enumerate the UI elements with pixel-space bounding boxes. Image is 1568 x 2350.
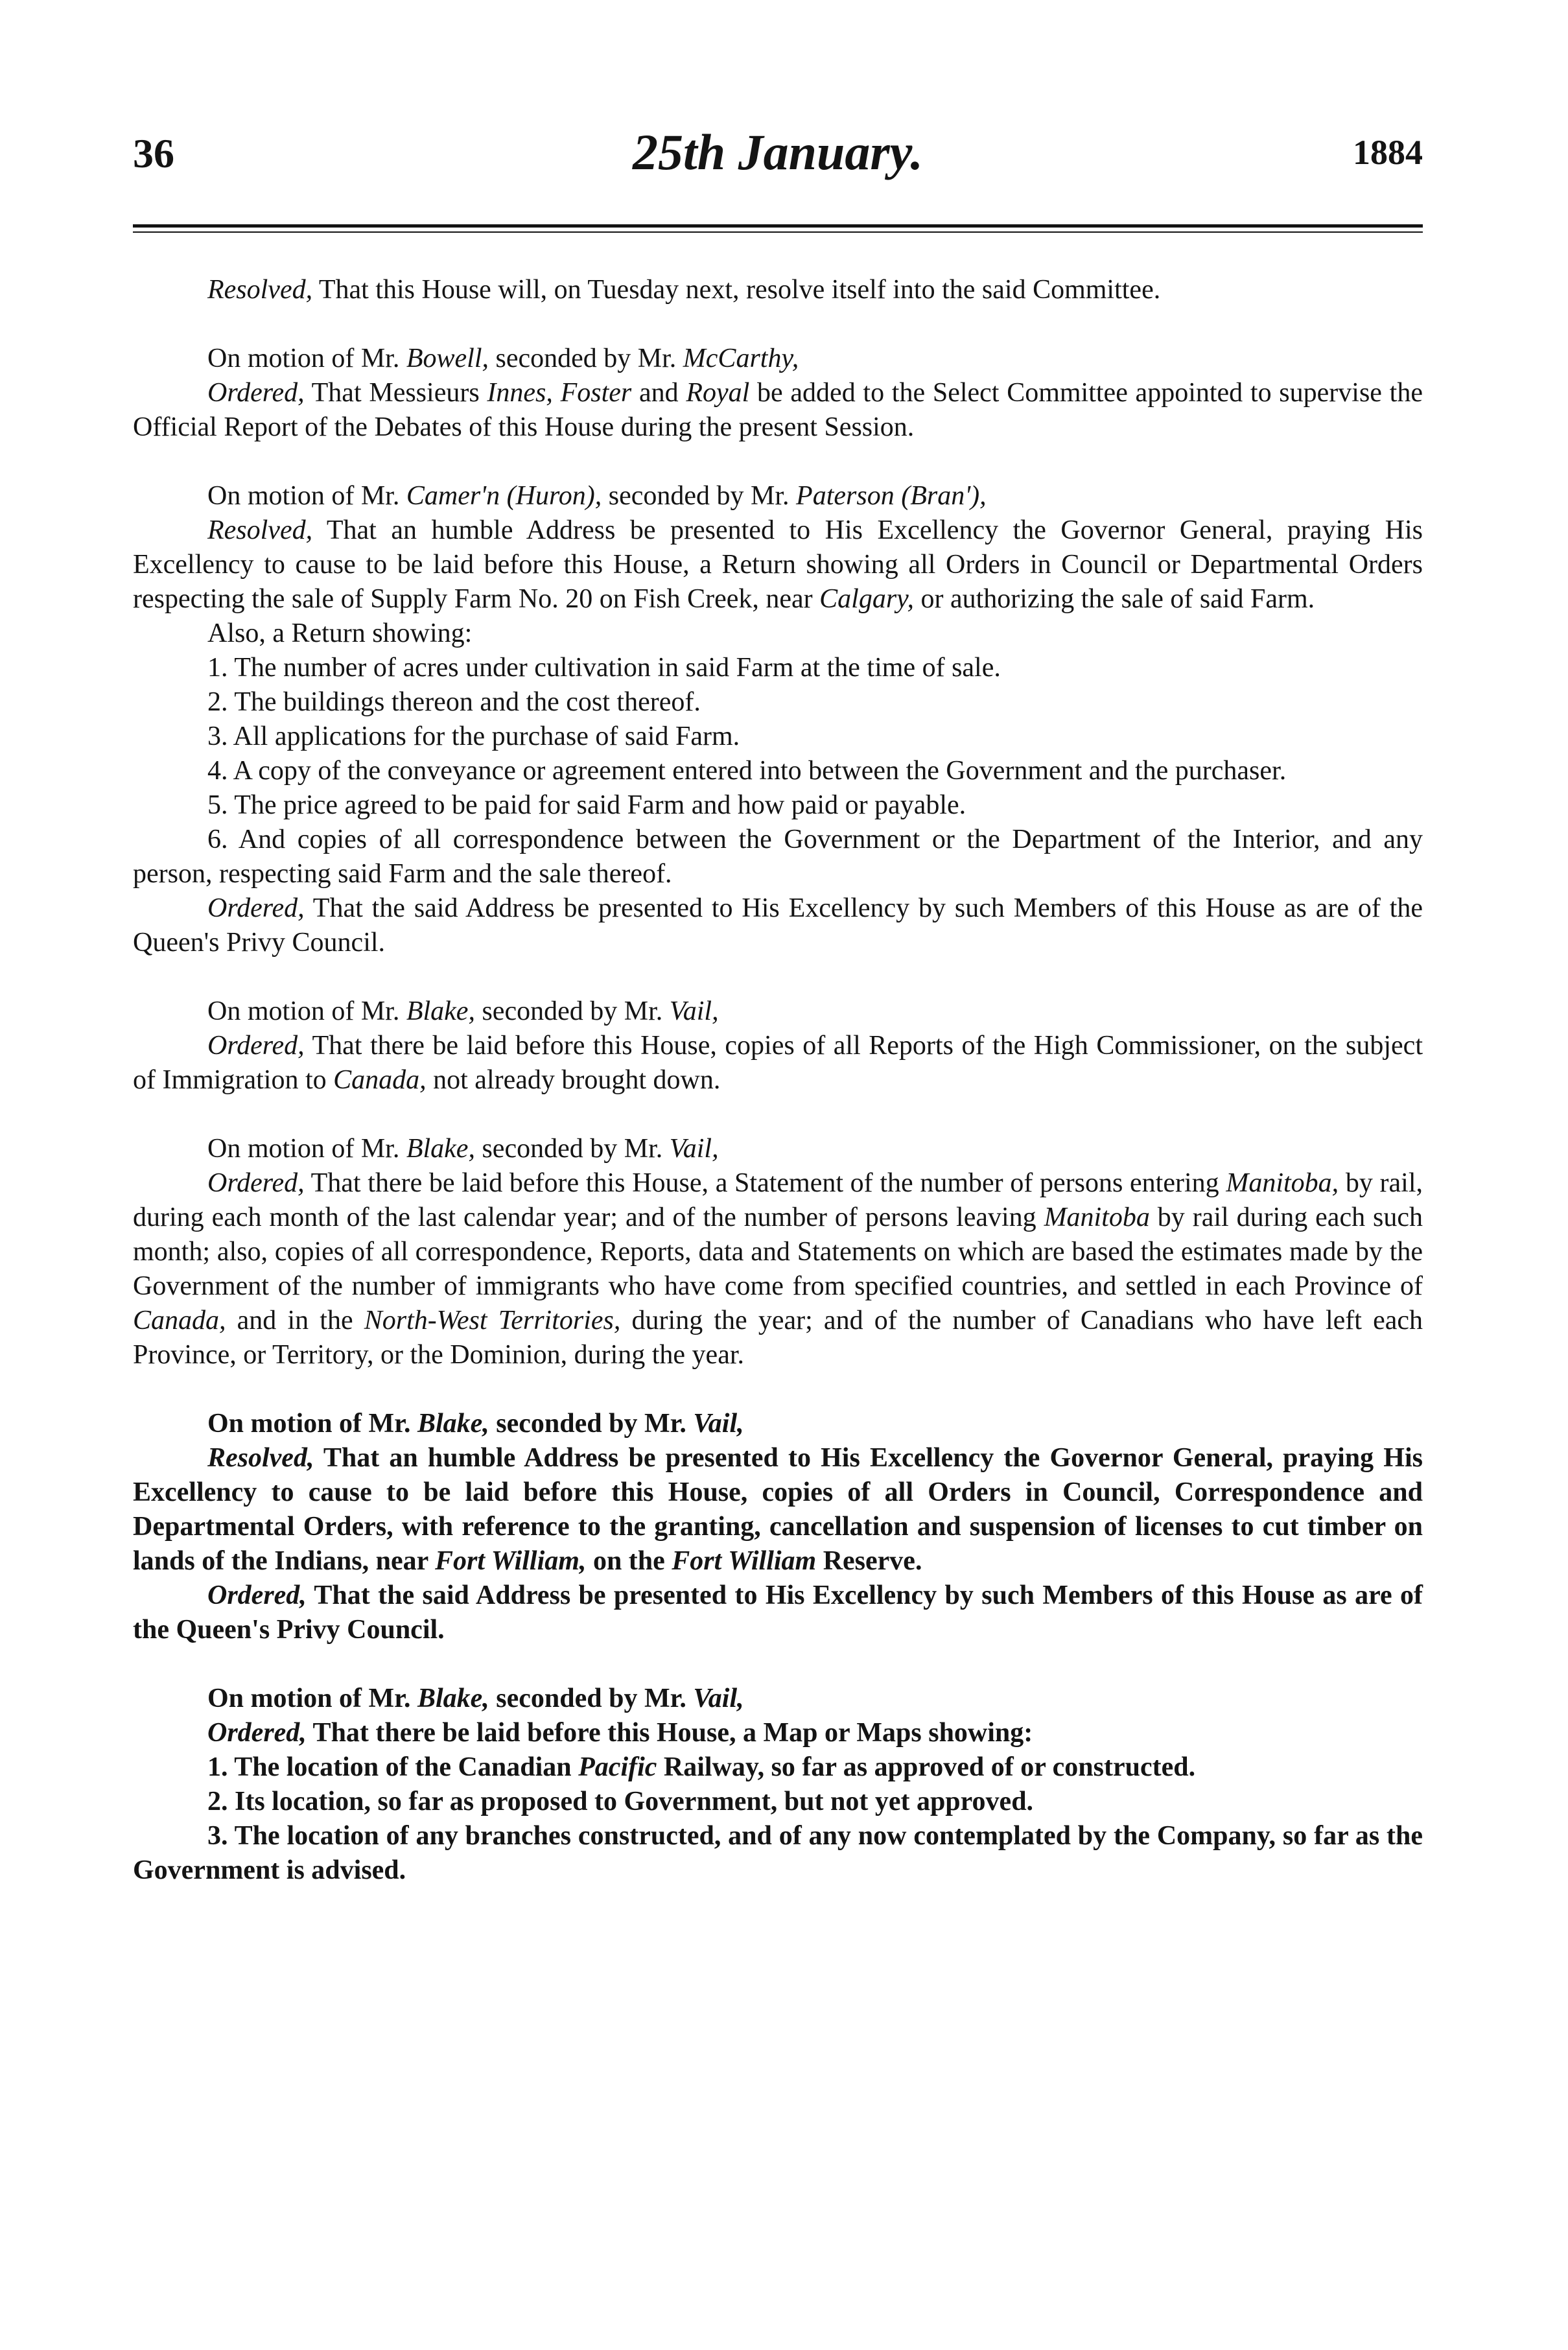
italic-text-run: Pacific: [578, 1752, 657, 1782]
italic-text-run: Vail,: [669, 996, 719, 1026]
italic-text-run: Resolved,: [207, 1443, 314, 1473]
italic-text-run: Royal: [686, 378, 750, 408]
entry-paragraph: [133, 1750, 1423, 1785]
italic-text-run: Manitoba,: [1226, 1168, 1339, 1198]
italic-text-run: McCarthy,: [683, 344, 799, 373]
italic-text-run: Fort William,: [435, 1546, 587, 1576]
italic-text-run: Ordered,: [207, 893, 305, 923]
text-run: On motion of Mr.: [207, 481, 406, 511]
text-run: and in the: [226, 1306, 364, 1335]
italic-text-run: Innes, Foster: [487, 378, 632, 408]
italic-text-run: Vail,: [693, 1684, 744, 1713]
text-run: That an humble Address be presented to His Excellency the Governor General, praying His Excellency to cause to be laid before this House, copies of all Orders in Council, Correspondence and Departmental Orders, with reference to the granting, cancellation and suspension of licenses to cut timber on lands of the Indians, near: [133, 1443, 1423, 1576]
text-run: on the: [586, 1546, 672, 1576]
text-run: by rail, during each month of the last calendar year; and of the number of persons leaving: [133, 1168, 1423, 1232]
entry-paragraph: [133, 376, 1423, 445]
italic-text-run: Canada,: [333, 1065, 427, 1095]
italic-text-run: Paterson (Bran'),: [796, 481, 987, 511]
entry-paragraph: [133, 1819, 1423, 1888]
text-run: seconded by Mr.: [602, 481, 797, 511]
text-run: That there be laid before this House, copies of all Reports of the High Commissioner, on the subject of Immigration to: [133, 1031, 1423, 1095]
text-run: 2. The buildings thereon and the cost thereof.: [207, 687, 701, 717]
entry-paragraph: [133, 513, 1423, 617]
italic-text-run: Manitoba: [1044, 1203, 1150, 1232]
entry-paragraph: [133, 617, 1423, 651]
text-run: That the said Address be presented to His Excellency by such Members of this House as are of the Queen's Privy Council.: [133, 893, 1423, 958]
journal-entry: [133, 1682, 1423, 1888]
italic-text-run: Resolved,: [207, 515, 313, 545]
italic-text-run: Ordered,: [207, 378, 305, 408]
entry-paragraph: [133, 1132, 1423, 1166]
entry-paragraph: [133, 685, 1423, 720]
journal-content: [133, 273, 1423, 1888]
text-run: That the said Address be presented to His Excellency by such Members of this House as are of the Queen's Privy Council.: [133, 1580, 1423, 1645]
text-run: seconded by Mr.: [474, 1134, 670, 1164]
text-run: 1. The number of acres under cultivation in said Farm at the time of sale.: [207, 653, 1001, 683]
journal-page: [133, 123, 1423, 1888]
page-year: 1884: [1353, 133, 1423, 172]
text-run: be added to the Select Committee appointed to supervise the Official Report of the Debates of this House during the present Session.: [133, 378, 1423, 442]
entry-paragraph: [133, 891, 1423, 960]
page-date: 25th January.: [633, 124, 923, 180]
entry-paragraph: [133, 1166, 1423, 1372]
text-run: or authorizing the sale of said Farm.: [914, 584, 1315, 614]
text-run: On motion of Mr.: [207, 1409, 417, 1439]
text-run: seconded by Mr.: [489, 344, 683, 373]
text-run: 2. Its location, so far as proposed to Government, but not yet approved.: [207, 1787, 1034, 1816]
italic-text-run: Vail,: [669, 1134, 719, 1164]
text-run: That there be laid before this House, a Map or Maps showing:: [306, 1718, 1033, 1748]
journal-entry: [133, 342, 1423, 445]
entry-paragraph: [133, 1682, 1423, 1716]
italic-text-run: Blake,: [406, 996, 475, 1026]
text-run: That Messieurs: [304, 378, 487, 408]
text-run: by rail during each such month; also, copies of all correspondence, Reports, data and Statements on which are based the estimates made by the Government of the number of immigrants who have come from specified countries, and settled in each Province of: [133, 1203, 1423, 1301]
italic-text-run: Fort William: [672, 1546, 817, 1576]
entry-paragraph: [133, 651, 1423, 685]
entry-paragraph: [133, 1716, 1423, 1750]
header-rule-thin: [133, 231, 1423, 233]
entry-paragraph: [133, 1441, 1423, 1579]
text-run: That this House will, on Tuesday next, resolve itself into the said Committee.: [312, 275, 1161, 305]
text-run: not already brought down.: [426, 1065, 721, 1095]
entry-paragraph: [133, 1407, 1423, 1441]
entry-paragraph: [133, 788, 1423, 823]
italic-text-run: Canada,: [133, 1306, 226, 1335]
page-header: [133, 123, 1423, 201]
entry-paragraph: [133, 479, 1423, 513]
italic-text-run: Bowell,: [406, 344, 489, 373]
italic-text-run: North-West Territories,: [364, 1306, 621, 1335]
italic-text-run: Ordered,: [207, 1718, 307, 1748]
entry-paragraph: [133, 342, 1423, 376]
italic-text-run: Ordered,: [207, 1168, 305, 1198]
text-run: 3. The location of any branches constructed, and of any now contemplated by the Company, so far as the Government is advised.: [133, 1821, 1423, 1885]
text-run: On motion of Mr.: [207, 344, 406, 373]
journal-entry: [133, 273, 1423, 307]
italic-text-run: Camer'n (Huron),: [406, 481, 602, 511]
journal-entry: [133, 1132, 1423, 1372]
text-run: That an humble Address be presented to His Excellency the Governor General, praying His Excellency to cause to be laid before this House, a Return showing all Orders in Council or Departmental Orders respecting the sale of Supply Farm No. 20 on Fish Creek, near: [133, 515, 1423, 614]
journal-entry: [133, 1407, 1423, 1647]
italic-text-run: Blake,: [417, 1409, 489, 1439]
italic-text-run: Ordered,: [207, 1580, 307, 1610]
entry-paragraph: [133, 823, 1423, 891]
entry-paragraph: [133, 273, 1423, 307]
italic-text-run: Vail,: [693, 1409, 744, 1439]
text-run: On motion of Mr.: [207, 1134, 406, 1164]
journal-entry: [133, 479, 1423, 960]
text-run: and: [631, 378, 686, 408]
entry-paragraph: [133, 1579, 1423, 1647]
text-run: Railway, so far as approved of or constructed.: [657, 1752, 1196, 1782]
italic-text-run: Ordered,: [207, 1031, 305, 1061]
text-run: On motion of Mr.: [207, 996, 406, 1026]
italic-text-run: Resolved,: [207, 275, 313, 305]
italic-text-run: Calgary,: [819, 584, 914, 614]
page-number: 36: [133, 130, 174, 176]
text-run: seconded by Mr.: [489, 1684, 694, 1713]
text-run: Also, a Return showing:: [207, 618, 473, 648]
text-run: during the year; and of the number of Canadians who have left each Province, or Territory, or the Dominion, during the year.: [133, 1306, 1423, 1370]
entry-paragraph: [133, 720, 1423, 754]
entry-paragraph: [133, 1785, 1423, 1819]
text-run: 5. The price agreed to be paid for said Farm and how paid or payable.: [207, 790, 966, 820]
entry-paragraph: [133, 994, 1423, 1029]
entry-paragraph: [133, 754, 1423, 788]
text-run: 6. And copies of all correspondence between the Government or the Department of the Interior, and any person, respecting said Farm and the sale thereof.: [133, 825, 1423, 889]
text-run: On motion of Mr.: [207, 1684, 417, 1713]
text-run: Reserve.: [816, 1546, 922, 1576]
text-run: seconded by Mr.: [489, 1409, 694, 1439]
entry-paragraph: [133, 1029, 1423, 1098]
italic-text-run: Blake,: [417, 1684, 489, 1713]
text-run: 3. All applications for the purchase of said Farm.: [207, 722, 740, 751]
text-run: 1. The location of the Canadian: [207, 1752, 579, 1782]
journal-entry: [133, 994, 1423, 1098]
italic-text-run: Blake,: [406, 1134, 475, 1164]
header-rule-thick: [133, 224, 1423, 228]
text-run: 4. A copy of the conveyance or agreement entered into between the Government and the purchaser.: [207, 756, 1287, 786]
text-run: seconded by Mr.: [474, 996, 670, 1026]
text-run: That there be laid before this House, a Statement of the number of persons entering: [304, 1168, 1226, 1198]
